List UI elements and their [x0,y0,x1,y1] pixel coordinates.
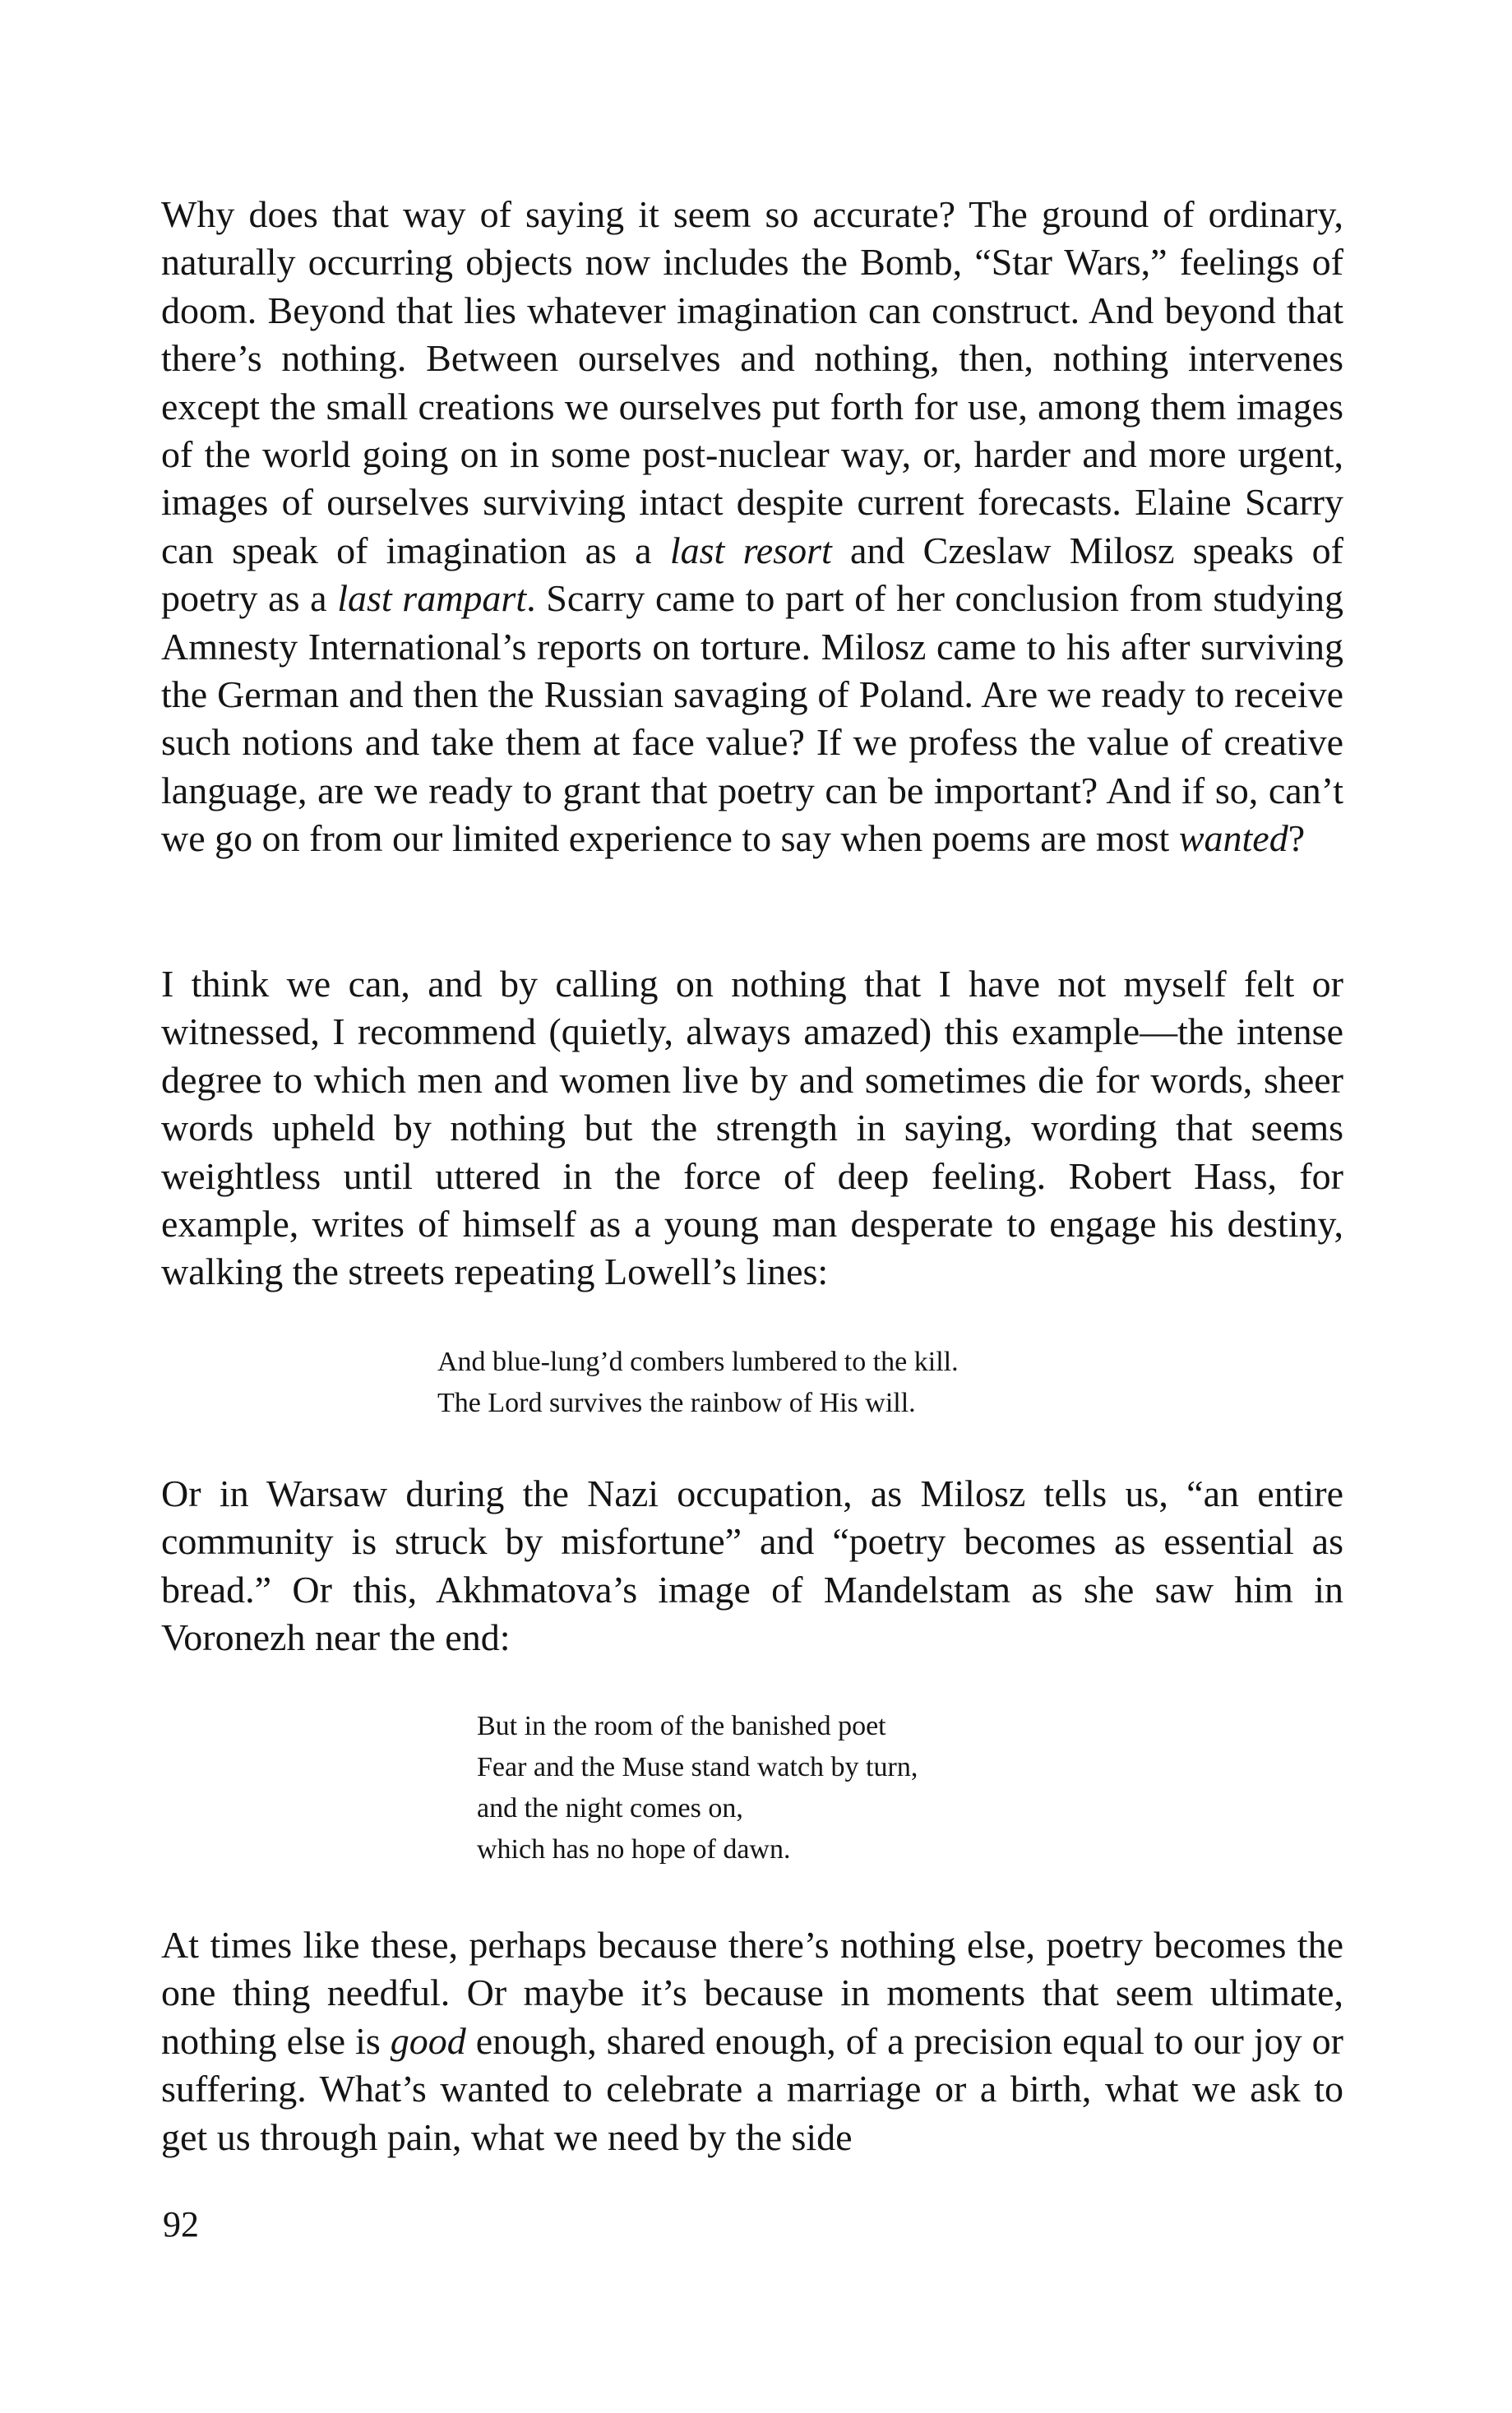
emphasis-good: good [390,2019,466,2062]
page-number: 92 [163,2204,199,2244]
paragraph-2 [161,960,1343,1297]
emphasis-last-rampart: last rampart [337,577,527,620]
verse-line: and the night comes on, [477,1793,743,1824]
paragraph-3-text: Or in Warsaw during the Nazi occupation, as Milosz tells us, “an entire community is struck by misfortune” and “poetry becomes as essential as bread.” Or this, Akhmatova’s image of Mandelstam as she saw him in Voronezh near the end: [161,1472,1343,1659]
verse-line: Fear and the Muse stand watch by turn, [477,1752,918,1782]
paragraph-1-segment: Why does that way of saying it seem so accurate? The ground of ordinary, naturally occurring objects now includes the Bomb, “Star Wars,” feelings of doom. Beyond that lies whatever imagination can construct. And beyond that there’s nothing. Between ourselves and nothing, then, nothing intervenes except the small creations we ourselves put forth for use, among them images of the world going on in some post-nuclear way, or, harder and more urgent, images of ourselves surviving intact despite current forecasts. Elaine Scarry can speak of imagination as a [161,193,1343,571]
emphasis-last-resort: last resort [669,529,832,571]
verse-quote-lowell [437,1342,959,1424]
paragraph-4 [161,1921,1343,2161]
emphasis-wanted: wanted [1178,817,1288,860]
paragraph-1-text [161,191,1343,863]
paragraph-1-segment: and Czeslaw Milosz speaks of poetry as a [161,529,1343,620]
verse-quote-akhmatova [477,1706,918,1870]
paragraph-4-segment: enough, shared enough, of a precision equal to our joy or suffering. What’s wanted to celebrate a marriage or a birth, what we ask to get us through pain, what we need by the side [161,2019,1343,2158]
verse-line: The Lord survives the rainbow of His will. [437,1388,916,1418]
paragraph-2-text: I think we can, and by calling on nothing that I have not myself felt or witnessed, I recommend (quietly, always amazed) this example—the intense degree to which men and women live by and sometimes die for words, sheer words upheld by nothing but the strength in saying, wording that seems weightless until uttered in the force of deep feeling. Robert Hass, for example, writes of himself as a young man desperate to engage his destiny, walking the streets repeating Lowell’s lines: [161,963,1343,1293]
paragraph-1-segment: ? [1288,817,1306,860]
paragraph-4-text [161,1921,1343,2161]
paragraph-4-segment: At times like these, perhaps because there’s nothing else, poetry becomes the one thing needful. Or maybe it’s because in moments that seem ultimate, nothing else is [161,1924,1343,2062]
verse-line: But in the room of the banished poet [477,1711,886,1741]
verse-line: which has no hope of dawn. [477,1834,791,1865]
paragraph-1 [161,191,1343,863]
paragraph-1-segment: . Scarry came to part of her conclusion from studying Amnesty International’s reports on torture. Milosz came to his after surviving the German and then the Russian savaging of Poland. Are we ready to receive such notions and take them at face value? If we profess the value of creative language, are we ready to grant that poetry can be important? And if so, can’t we go on from our limited experience to say when poems are most [161,577,1344,860]
paragraph-3 [161,1470,1343,1662]
verse-line: And blue-lung’d combers lumbered to the kill. [437,1347,959,1377]
